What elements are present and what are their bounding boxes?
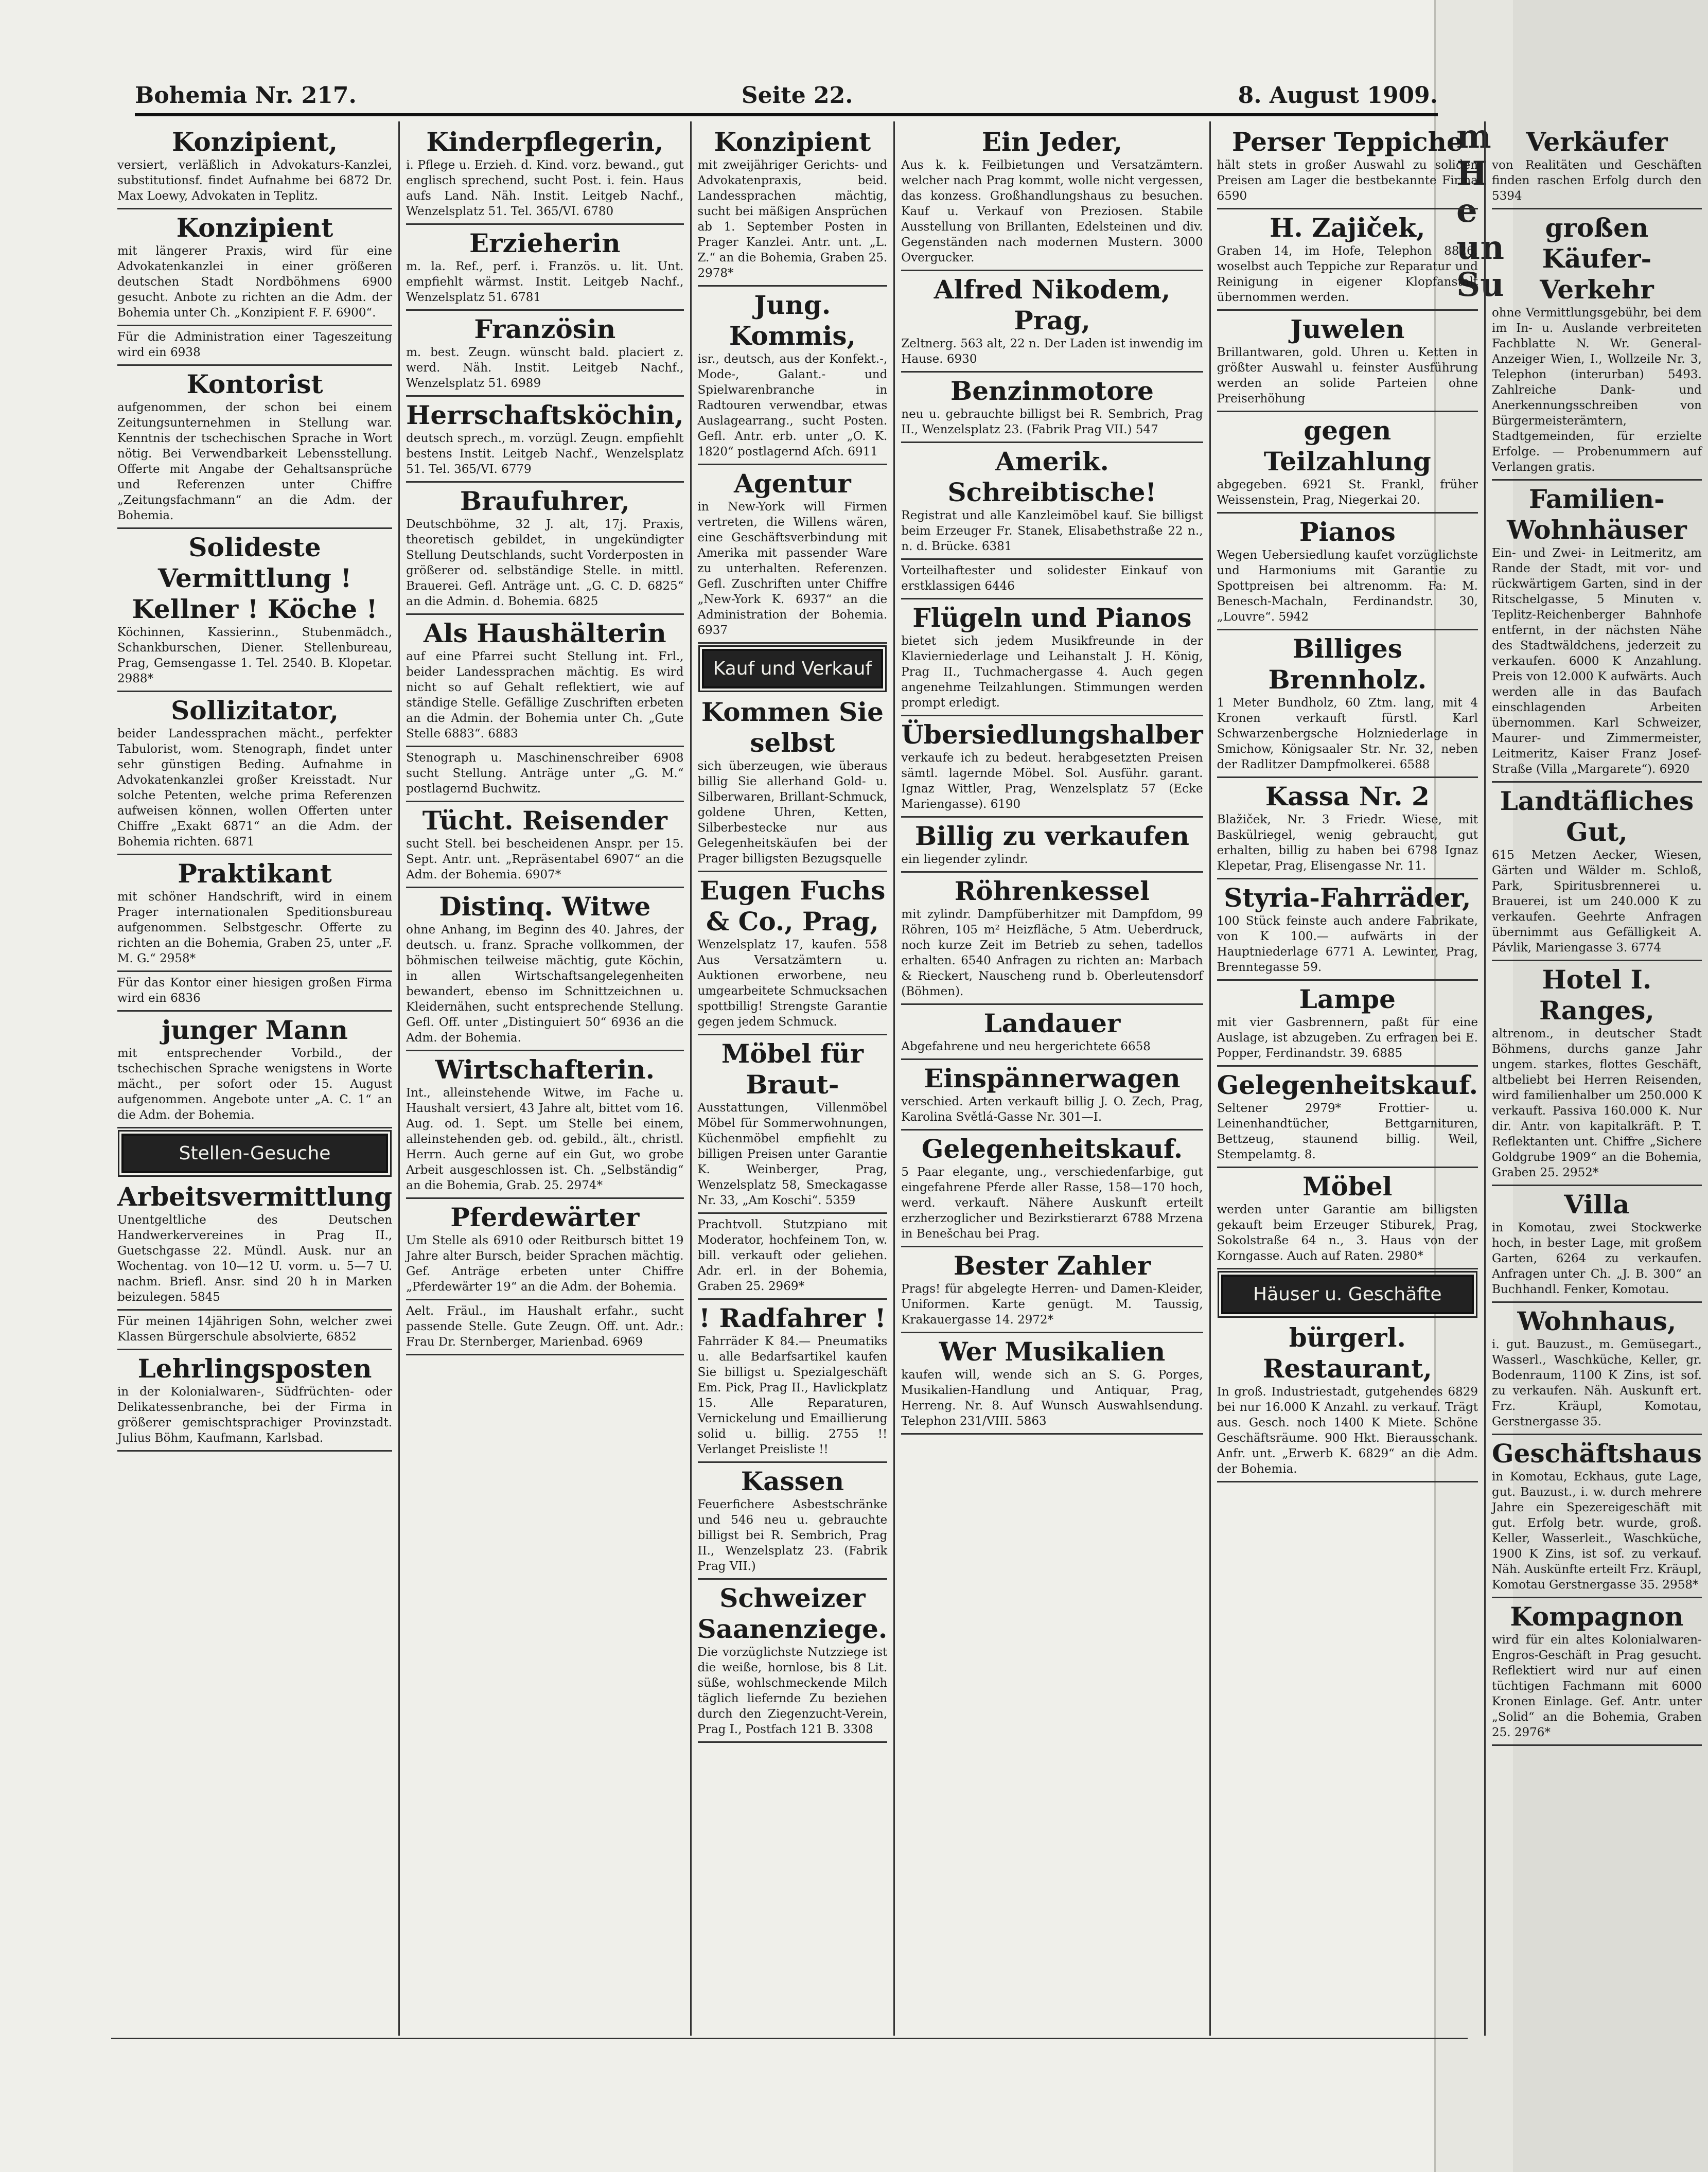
classified-ad [1492, 1303, 1702, 1435]
ad-headline: Juwelen [1290, 314, 1405, 344]
classified-ad [901, 560, 1203, 599]
ad-body: mit zweijähriger Gerichts- und Advokatenpraxis, beid. Landessprachen mächtig, sucht bei mäßigen Ansprüchen ab 1. September Posten in Prager Kanzlei. Antr. unt. „L. Z.“ an die Bohemia, Graben 25. 2978* [697, 158, 888, 280]
ad-body: abgegeben. 6921 St. Frankl, früher Weissenstein, Prag, Niegerkai 20. [1217, 478, 1478, 507]
ad-headline: Möbel [1302, 1171, 1393, 1202]
ad-body: Graben 14, im Hofe, Telephon 8826, woselbst auch Teppiche zur Reparatur und Reinigung in eigener Klopfanstalt übernommen werden. [1217, 244, 1478, 304]
classified-ad [698, 1035, 888, 1214]
classified-ad [406, 1199, 683, 1300]
ad-body: in Komotau, Eckhaus, gute Lage, gut. Bauzust., i. w. durch mehrere Jahre ein Spezereigeschäft mit gut. Erfolg betr. wurde, groß. Keller, Wasserleit., Waschküche, 1900 K Zins, ist sof. zu verkauf. Näh. Auskünfte erteilt Frz. Kräupl, Komotau Gerstnergasse 35. 2958* [1491, 1470, 1702, 1592]
classified-ad [1492, 209, 1702, 481]
ad-body: beider Landessprachen mächt., perfekter Tabulorist, wom. Stenograph, findet unter sehr günstigen Beding. Aufnahme in Advokatenkanzlei großer Kreisstadt. Nur solche Petenten, welche prima Referenzen aufweisen können, wollen Offerten unter Chiffre „Exakt 6871“ an die Adm. der Bohemia richten. 6871 [117, 727, 393, 849]
ad-headline: Wer Musikalien [939, 1336, 1166, 1367]
ad-body: Wegen Uebersiedlung kaufet vorzüglichste und Harmoniums mit Garantie zu Spottpreisen bei altrenomm. Fa: M. Benesch-Machaln, Ferdinandstr. 30, „Louvre“. 5942 [1217, 549, 1478, 624]
classified-ad [406, 123, 683, 225]
classified-ad [1492, 1186, 1702, 1303]
ad-body: altrenom., in deutscher Stadt Böhmens, durchs ganze Jahr ungem. starkes, flottes Geschäft, altbeliebt bei Herren Reisenden, wird familienhalber um 250.000 K verkauft. Passiva 160.000 K. Nur dir. Antr. von kapitalkräft. P. T. Reflektanten unt. Chiffre „Sichere Goldgrube 1909“ an die Bohemia, Graben 25. 2952* [1491, 1027, 1702, 1179]
ad-headline: Geschäftshaus [1491, 1438, 1702, 1469]
ad-body: Seltener 2979* Frottier- u. Leinenhandtücher, Bettgarnituren, Bettzeug, staunend billig. Weil, Stempelamtg. 8. [1217, 1102, 1478, 1161]
classified-ad [1217, 1319, 1478, 1482]
adjacent-page-text: m He un Su [1456, 117, 1505, 304]
ad-headline: Familien-Wohnhäuser [1507, 484, 1687, 545]
ad-body: m. la. Ref., perf. i. Französ. u. lit. Unt. empfiehlt wärmst. Instit. Leitgeb Nachf., Wenzelsplatz 51. 6781 [406, 260, 684, 304]
classified-ad [1217, 412, 1478, 514]
ad-headline: H. Zajiček, [1270, 213, 1425, 243]
ad-body: Unentgeltliche des Deutschen Handwerkervereines in Prag II., Guetschgasse 22. Mündl. Ausk. nur an Wochentag. von 10—12 U. vorm. u. 5—7 U. nachm. Briefl. Ansr. sind 20 h in Marken beizulegen. 5845 [117, 1213, 393, 1304]
ad-headline: Praktikant [178, 858, 332, 889]
ad-body: auf eine Pfarrei sucht Stellung int. Frl., beider Landessprachen mächtig. Es wird nicht so auf Gehalt reflektiert, wie auf ständige Stelle. Gefällige Zuschriften erbeten an die Admin. der Bohemia unter Ch. „Gute Stelle 6883“. 6883 [406, 650, 684, 740]
classified-ad [901, 1005, 1203, 1060]
ad-headline: Pferdewärter [450, 1202, 640, 1232]
classified-ad [1217, 630, 1478, 778]
ad-body: ein liegender zylindr. [901, 853, 1028, 866]
ad-body: Köchinnen, Kassierinn., Stubenmädch., Schankburschen, Diener. Stellenbureau, Prag, Gemsengasse 1. Tel. 2540. B. Klopetar. 2988* [117, 626, 393, 685]
ad-headline: Erzieherin [469, 228, 621, 258]
ad-body: in Komotau, zwei Stockwerke hoch, in bester Lage, mit großem Garten, 6264 zu verkaufen. Anfragen unter Ch. „J. B. 300“ an Buchhandl. Fenker, Komotau. [1491, 1221, 1702, 1296]
ad-body: Aelt. Fräul., im Haushalt erfahr., sucht passende Stelle. Gute Zeugn. Off. unt. Adr.: Frau Dr. Sternberger, Marienbad. 6969 [406, 1304, 684, 1349]
classified-ad [117, 123, 392, 209]
ad-headline: Kompagnon [1510, 1601, 1684, 1632]
ad-body: sich überzeugen, wie überaus billig Sie allerhand Gold- u. Silberwaren, Brillant-Schmuck, goldene Uhren, Ketten, Silberbestecke nur aus Gelegenheitskäufen bei der Prager billigsten Bezugsquelle [697, 760, 888, 866]
ad-body: Brillantwaren, gold. Uhren u. Ketten in größter Auswahl u. feinster Ausführung werden an solide Parteien ohne Preiserhöhung [1217, 346, 1478, 405]
ad-body: hält stets in großer Auswahl zu soliden Preisen am Lager die bestbekannte Firma 6590 [1217, 158, 1478, 203]
ad-headline: Kassen [741, 1466, 844, 1496]
ad-body: in der Kolonialwaren-, Südfrüchten- oder Delikatessenbranche, bei der Firma in größerer gemischtsprachiger Provinzstadt. Julius Böhm, Kaufmann, Karlsbad. [117, 1385, 393, 1445]
classified-ad [1217, 981, 1478, 1067]
ad-headline: bürgerl. Restaurant, [1262, 1322, 1432, 1384]
classified-ad [1217, 209, 1478, 311]
classified-ad [117, 209, 392, 326]
classified-ad [406, 397, 683, 483]
ad-body: von Realitäten und Geschäften finden raschen Erfolg durch den 5394 [1491, 158, 1702, 203]
ad-headline: junger Mann [162, 1015, 348, 1045]
ad-headline: Möbel für Braut- [721, 1038, 864, 1100]
classified-ad [901, 373, 1203, 443]
classified-ad [1492, 123, 1702, 209]
ad-body: Die vorzüglichste Nutzziege ist die weiße, hornlose, bis 8 Lit. süße, wohlschmeckende Milch täglich liefernde Zu beziehen durch den Ziegenzucht-Verein, Prag I., Postfach 121 B. 3308 [697, 1646, 888, 1736]
classified-ad [406, 802, 683, 888]
classified-ad [901, 123, 1203, 271]
classified-ad [901, 1247, 1203, 1333]
classified-ad [901, 1131, 1203, 1247]
section-banner: Kauf und Verkauf [702, 649, 884, 688]
ad-body: mit entsprechender Vorbild., der tschechischen Sprache wenigstens in Worte mächt., per sofort oder 15. August aufgenommen. Angebote unter „A. C. 1“ an die Adm. der Bohemia. [117, 1047, 393, 1122]
ad-body: Stenograph u. Maschinenschreiber 6908 sucht Stellung. Anträge unter „G. M.“ postlagernd Buchwitz. [406, 751, 684, 796]
ad-headline: gegen Teilzahlung [1263, 415, 1431, 476]
ad-body: Fahrräder K 84.— Pneumatiks u. alle Bedarfsartikel kaufen Sie billigst u. Spezialgeschäft Em. Pick, Prag II., Havlickplatz 15. Alle Reparaturen, Vernickelung und Emaillierung solid u. billig. 2755 !! Verlanget Preisliste !! [697, 1335, 888, 1456]
classified-ad [117, 366, 392, 529]
section-banner: Häuser u. Geschäfte [1221, 1275, 1474, 1314]
ad-body: neu u. gebrauchte billigst bei R. Sembrich, Prag II., Wenzelsplatz 23. (Fabrik Prag VII.) 547 [901, 408, 1203, 436]
ad-body: Für das Kontor einer hiesigen großen Firma wird ein 6836 [117, 976, 393, 1005]
classified-ad [901, 716, 1203, 818]
section-banner: Stellen-Gesuche [121, 1134, 388, 1173]
column-5 [1209, 121, 1484, 2036]
classified-ad [698, 1463, 888, 1580]
column-3 [690, 121, 894, 2036]
ad-headline: Ein Jeder, [981, 127, 1123, 157]
ad-body: wird für ein altes Kolonialwaren-Engros-Geschäft in Prag gesucht. Reflektiert wird nur auf einen tüchtigen Fachmann mit 6000 Kronen Einlage. Gef. Antr. unter „Solid“ an die Bohemia, Graben 25. 2976* [1491, 1633, 1702, 1739]
classified-ad [901, 271, 1203, 373]
ad-body: in New-York will Firmen vertreten, die Willens wären, eine Geschäftsverbindung mit Amerika mit passender Ware zu unterhalten. Referenzen. Gefl. Zuschriften unter Chiffre „New-York K. 6937“ an die Administration der Bohemia. 6937 [697, 500, 888, 637]
ad-headline: Einspännerwagen [924, 1063, 1181, 1093]
ad-body: verschied. Arten verkauft billig J. O. Zech, Prag, Karolina Světlá-Gasse Nr. 301—I. [901, 1095, 1203, 1124]
classified-ad [1217, 879, 1478, 981]
ad-headline: Benzinmotore [950, 376, 1154, 406]
ad-body: Zeltnerg. 563 alt, 22 n. Der Laden ist inwendig im Hause. 6930 [901, 337, 1203, 366]
ad-headline: Villa [1564, 1189, 1630, 1220]
ad-headline: Konzipient [176, 213, 333, 243]
page-header [135, 77, 1438, 116]
ad-headline: Alfred Nikodem, Prag, [934, 274, 1171, 335]
ad-headline: Gelegenheitskauf. [1217, 1070, 1478, 1100]
column-6 [1484, 121, 1708, 2036]
ad-body: sucht Stell. bei bescheidenen Anspr. per 15. Sept. Antr. unt. „Repräsentabel 6907“ an die Adm. der Bohemia. 6907* [406, 837, 684, 881]
ad-headline: Französin [474, 314, 616, 344]
ad-headline: Konzipient [714, 127, 871, 157]
classified-ad [406, 1300, 683, 1355]
classified-ad [698, 1214, 888, 1300]
classified-ad [1217, 123, 1478, 209]
classified-ad [1492, 783, 1702, 961]
classified-ad [698, 1300, 888, 1463]
ad-headline: Lehrlingsposten [137, 1353, 372, 1384]
ad-body: 615 Metzen Aecker, Wiesen, Gärten und Wälder m. Schloß, Park, Spiritusbrennerei u. Brauerei, ist um 240.000 K zu verkaufen. Geehrte Anfragen übernimmt aus Gefälligkeit A. Pávlik, Mariengasse 3. 6774 [1491, 849, 1702, 955]
issue-number: Bohemia Nr. 217. [135, 82, 357, 109]
ad-headline: Agentur [734, 468, 851, 499]
classified-ad [901, 1060, 1203, 1131]
ad-headline: Billiges Brennholz. [1268, 633, 1427, 695]
ad-body: kaufen will, wende sich an S. G. Porges, Musikalien-Handlung und Antiquar, Prag, Herreng. Nr. 8. Auf Wunsch Auswahlsendung. Telephon 231/VIII. 5863 [901, 1368, 1203, 1428]
ad-headline: Eugen Fuchs & Co., Prag, [699, 875, 886, 937]
ad-body: werden unter Garantie am billigsten gekauft beim Erzeuger Stiburek, Prag, Sokolstraße 64 n., 3. Haus von der Korngasse. Auch auf Raten. 2980* [1217, 1203, 1478, 1263]
classified-ad [406, 225, 683, 311]
ad-headline: Verkäufer [1526, 127, 1668, 157]
ad-body: Für meinen 14jährigen Sohn, welcher zwei Klassen Bürgerschule absolvierte, 6852 [117, 1315, 393, 1344]
ad-headline: Herrschaftsköchin, [406, 400, 684, 430]
ad-body: i. gut. Bauzust., m. Gemüsegart., Wasserl., Waschküche, Keller, gr. Bodenraum, 1100 K Zins, ist sof. zu verkaufen. Näh. Auskunft ert. Frz. Kräupl, Komotau, Gerstnergasse 35. [1491, 1338, 1702, 1428]
ad-headline: Kassa Nr. 2 [1265, 781, 1430, 811]
ad-body: Registrat und alle Kanzleimöbel kauf. Sie billigst beim Erzeuger Fr. Stanek, Elisabethstraße 22 n., n. d. Brücke. 6381 [901, 509, 1203, 553]
page-number: Seite 22. [741, 82, 853, 109]
ad-headline: ! Radfahrer ! [699, 1303, 886, 1333]
ad-headline: großen Käufer-Verkehr [1540, 213, 1654, 305]
classified-ad [117, 1012, 392, 1128]
ad-body: mit zylindr. Dampfüberhitzer mit Dampfdom, 99 Röhren, 105 m² Heizfläche, 5 Atm. Ueberdruck, noch kurze Zeit im Betrieb zu sehen, tadellos erhalten. 6540 Anfragen zu richten an: Marbach & Rieckert, Nauscheng rund b. Oberleutensdorf (Böhmen). [901, 908, 1203, 998]
issue-date: 8. August 1909. [1238, 82, 1438, 109]
ad-body: bietet sich jedem Musikfreunde in der Klavierniederlage und Leihanstalt J. H. König, Prag II., Tuchmachergasse 4. Auch gegen angenehme Teilzahlungen. Stimmungen werden prompt erledigt. [901, 634, 1203, 710]
ad-body: 1 Meter Bundholz, 60 Ztm. lang, mit 4 Kronen verkauft fürstl. Karl Schwarzenbergsche Holzniederlage in Smichow, Königsaaler Str. Nr. 32, neben der Radlitzer Dampfmolkerei. 6588 [1217, 696, 1478, 771]
classified-ad [901, 599, 1203, 716]
classified-ad [698, 287, 888, 465]
classified-ad [117, 855, 392, 972]
classified-ad [117, 529, 392, 692]
ad-headline: Arbeitsvermittlung [117, 1181, 393, 1212]
ad-body: Deutschböhme, 32 J. alt, 17j. Praxis, theoretisch gebildet, in ungekündigter Stellung Deutschlands, sucht Vorderposten in größerer od. selbständige Stelle. in mittl. Brauerei. Gefl. Anträge unt. „G. C. D. 6825“ an die Admin. d. Bohemia. 6825 [406, 518, 684, 608]
ad-body: Um Stelle als 6910 oder Reitbursch bittet 19 Jahre alter Bursch, beider Sprachen mächtig. Gef. Anträge erbeten unter Chiffre „Pferdewärter 19“ an die Adm. der Bohemia. [406, 1234, 684, 1294]
classified-ad [1217, 1168, 1478, 1269]
column-2 [398, 121, 690, 2036]
classified-ad [406, 1051, 683, 1199]
ad-headline: Wirtschafterin. [435, 1054, 655, 1085]
classified-ad [1217, 1067, 1478, 1168]
ad-headline: Kontorist [186, 369, 323, 399]
classified-ad [1217, 778, 1478, 879]
ad-body: 5 Paar elegante, ung., verschiedenfarbige, gut eingefahrene Pferde aller Rasse, 158—170 hoch, werd. verkauft. Nähere Auskunft erteilt erzherzoglicher und Bezirkstierarzt 6788 Mrzena in Benešchau bei Prag. [901, 1166, 1203, 1241]
ad-headline: Bester Zahler [953, 1250, 1151, 1281]
ad-body: Ein- und Zwei- in Leitmeritz, am Rande der Stadt, mit vor- und rückwärtigem Garten, sind in der Ritschelgasse, 5 Minuten v. Teplitz-Reichenberger Bahnhofe entfernt, in der nächsten Nähe des Stadtwäldchens, jederzeit zu verkaufen. 6000 K Anzahlung. Preis von 12.000 K aufwärts. Auch werden alle in das Baufach einschlagenden Arbeiten übernommen. Karl Schweizer, Maurer- und Zimmermeister, Leitmeritz, Kaiser Franz Josef-Straße (Villa „Margarete“). 6920 [1491, 546, 1702, 776]
classified-ad [1492, 1435, 1702, 1598]
classified-ad [406, 311, 683, 397]
ad-headline: Flügeln und Pianos [912, 603, 1192, 633]
ad-body: Ausstattungen, Villenmöbel Möbel für Sommerwohnungen, Küchenmöbel empfiehlt zu billigen Preisen unter Garantie K. Weinberger, Prag, Wenzelsplatz 58, Smeckagasse Nr. 33, „Am Koschi“. 5359 [697, 1101, 888, 1207]
classified-ad [1217, 514, 1478, 630]
ad-body: aufgenommen, der schon bei einem Zeitungsunternehmen in Stellung war. Kenntnis der tschechischen Sprache in Wort nötig. Bei Verwendbarkeit Lebensstellung. Offerte mit Angabe der Gehaltsansprüche und Referenzen unter Chiffre „Zeitungsfachmann“ an die Adm. der Bohemia. [117, 401, 393, 522]
classified-ad [698, 694, 888, 872]
ad-headline: Landtäfliches Gut, [1500, 786, 1694, 847]
ad-headline: Hotel I. Ranges, [1539, 964, 1654, 1026]
classified-ad [117, 326, 392, 366]
ad-headline: Übersiedlungshalber [901, 719, 1203, 750]
ad-body: verkaufe ich zu bedeut. herabgesetzten Preisen sämtl. lagernde Möbel. Sol. Ausführ. garant. Ignaz Wittler, Prag, Wenzelsplatz 57 (Ecke Mariengasse). 6190 [901, 751, 1203, 811]
ad-body: Aus k. k. Feilbietungen und Versatzämtern. welcher nach Prag kommt, wolle nicht vergessen, das konzess. Großhandlungshaus zu besuchen. Kauf u. Verkauf von Preziosen. Stabile Ausstellung von Brillanten, Edelsteinen und div. Gegenständen nach modernen Mustern. 3000 Overgucker. [901, 158, 1203, 264]
ad-headline: Pianos [1299, 517, 1396, 547]
ad-headline: Sollizitator, [171, 695, 339, 726]
ad-body: 100 Stück feinste auch andere Fabrikate, von K 100.— aufwärts in der Hauptniederlage 6771 A. Lewinter, Prag, Brenntegasse 59. [1217, 914, 1478, 974]
ad-body: In groß. Industriestadt, gutgehendes 6829 bei nur 16.000 K Anzahl. zu verkauf. Trägt aus. Gesch. noch 1400 K Miete. Schöne Geschäftsräume. 900 Hkt. Bierausschank. Anfr. unt. „Erwerb K. 6829“ an die Adm. der Bohemia. [1217, 1385, 1478, 1476]
classified-ad [698, 1580, 888, 1743]
classified-ad [1217, 311, 1478, 412]
classified-ad [901, 818, 1203, 873]
ad-body: Abgefahrene und neu hergerichtete 6658 [901, 1040, 1151, 1053]
ad-body: mit schöner Handschrift, wird in einem Prager internationalen Speditionsbureau aufgenommen. Selbstgeschr. Offerte zu richten an die Bohemia, Graben 25, unter „F. M. G.“ 2958* [117, 890, 393, 965]
classified-ad [698, 872, 888, 1035]
bottom-rule [111, 2038, 1468, 2039]
ad-headline: Gelegenheitskauf. [921, 1134, 1183, 1164]
classified-ad [901, 873, 1203, 1005]
ad-headline: Distinq. Witwe [439, 891, 651, 922]
classified-ad [117, 1311, 392, 1350]
ad-body: versiert, verläßlich in Advokaturs-Kanzlei, substitutionsf. findet Aufnahme bei 6872 Dr. Max Loewy, Advokaten in Teplitz. [117, 158, 393, 203]
ad-headline: Jung. Kommis, [729, 290, 856, 351]
classified-ad [406, 483, 683, 615]
classified-ad [901, 443, 1203, 560]
classified-ad [406, 747, 683, 802]
ad-body: Vorteilhaftester und solidester Einkauf von erstklassigen 6446 [901, 564, 1203, 593]
classified-ad [406, 888, 683, 1051]
ad-headline: Kinderpflegerin, [426, 127, 664, 157]
ad-headline: Styria-Fahrräder, [1224, 882, 1471, 913]
ad-headline: Amerik. Schreibtische! [947, 446, 1157, 507]
classified-ad [1492, 961, 1702, 1186]
column-1 [111, 121, 398, 2036]
ad-headline: Röhrenkessel [954, 876, 1150, 906]
ad-body: mit längerer Praxis, wird für eine Advokatenkanzlei in einer größeren deutschen Stadt Nordböhmens 6900 gesucht. Anbote zu richten an die Adm. der Bohemia unter Ch. „Konzipient F. F. 6900“. [117, 244, 393, 320]
ad-body: Blažiček, Nr. 3 Friedr. Wiese, mit Baskülriegel, wenig gebraucht, gut erhalten, billig zu haben bei 6798 Ignaz Klepetar, Prag, Elisengasse Nr. 11. [1217, 813, 1478, 873]
classified-ad [117, 1178, 392, 1311]
ad-headline: Schweizer Saanenziege. [697, 1583, 888, 1644]
ad-body: Prags! für abgelegte Herren- und Damen-Kleider, Uniformen. Karte genügt. M. Taussig, Krakauergasse 14. 2972* [901, 1282, 1203, 1327]
ad-headline: Tücht. Reisender [422, 805, 667, 836]
ad-body: isr., deutsch, aus der Konfekt.-, Mode-, Galant.- und Spielwarenbranche in Radtouren verwendbar, etwas Auslagearrang., sucht Posten. Gefl. Antr. erb. unter „O. K. 1820“ postlagernd Aſch. 6911 [697, 352, 888, 458]
classified-ad [1492, 481, 1702, 783]
ad-body: m. best. Zeugn. wünscht bald. placiert z. werd. Näh. Instit. Leitgeb Nachf., Wenzelsplatz 51. 6989 [406, 346, 684, 390]
classified-ad [117, 1350, 392, 1452]
ad-headline: Braufuhrer, [460, 486, 630, 516]
ad-headline: Solideste Vermittlung ! Kellner ! Köche ! [132, 532, 378, 624]
column-4 [893, 121, 1209, 2036]
ad-headline: Billig zu verkaufen [914, 821, 1189, 851]
ad-headline: Wohnhaus, [1517, 1306, 1677, 1336]
ad-body: Für die Administration einer Tageszeitung wird ein 6938 [117, 330, 393, 359]
ad-body: Feuerfichere Asbestschränke und 546 neu u. gebrauchte billigst bei R. Sembrich, Prag II., Wenzelsplatz 23. (Fabrik Prag VII.) [697, 1498, 888, 1573]
ad-headline: Konzipient, [172, 127, 338, 157]
classified-ad [1492, 1598, 1702, 1746]
ad-body: Prachtvoll. Stutzpiano mit Moderator, hochfeinem Ton, w. bill. verkauft oder geliehen. Adr. erl. in der Bohemia, Graben 25. 2969* [697, 1218, 888, 1293]
classified-ad [698, 123, 888, 287]
ad-body: ohne Vermittlungsgebühr, bei dem im In- u. Auslande verbreiteten Fachblatte N. Wr. General-Anzeiger Wien, I., Wollzeile Nr. 3, Telephon (interurban) 5493. Zahlreiche Dank- und Anerkennungsschreiben von Bürgermeisterämtern, Stadtgemeinden, für erzielte Erfolge. — Probenummern auf Verlangen gratis. [1491, 306, 1702, 474]
classified-ad [901, 1333, 1203, 1435]
ad-headline: Perser Teppiche [1231, 127, 1463, 157]
ad-body: i. Pflege u. Erzieh. d. Kind. vorz. bewand., gut englisch sprechend, sucht Post. i. fein. Haus aufs Land. Näh. Instit. Leitgeb Nachf., Wenzelsplatz 51. Tel. 365/VI. 6780 [406, 158, 684, 218]
ad-headline: Kommen Sie selbst [701, 697, 884, 758]
ad-body: deutsch sprech., m. vorzügl. Zeugn. empfiehlt bestens Instit. Leitgeb Nachf., Wenzelsplatz 51. Tel. 365/VI. 6779 [406, 432, 684, 476]
ad-headline: Landauer [983, 1008, 1121, 1038]
classified-ad [117, 692, 392, 855]
ad-body: mit vier Gasbrennern, paßt für eine Auslage, ist abzugeben. Zu erfragen bei E. Popper, Ferdinandstr. 39. 6885 [1217, 1016, 1478, 1060]
ad-body: ohne Anhang, im Beginn des 40. Jahres, der deutsch. u. franz. Sprache vollkommen, der böhmischen teilweise mächtig, gute Köchin, in allen Wirtschaftsangelegenheiten bewandert, ebenso im Schnittzeichnen u. Kleidernähen, sucht entsprechende Stellung. Gefl. Off. unter „Distinguiert 50“ 6936 an die Adm. der Bohemia. [406, 923, 684, 1045]
ad-body: Int., alleinstehende Witwe, im Fache u. Haushalt versiert, 43 Jahre alt, bittet vom 16. Aug. od. 1. Sept. um Stelle bei einem, alleinstehenden geb. od. gebild., ält., christl. Herrn. Auch gerne auf ein Gut, wo grobe Arbeit ausgeschlossen ist. Ch. „Selbständig“ an die Bohemia, Grab. 25. 2974* [406, 1086, 684, 1192]
classified-ad [117, 972, 392, 1012]
ad-headline: Als Haushälterin [423, 618, 666, 648]
ad-body: Wenzelsplatz 17, kaufen. 558 Aus Versatzämtern u. Auktionen erworbene, neu umgearbeitete Schmucksachen spottbillig! Strengste Garantie gegen jedem Schmuck. [697, 938, 888, 1029]
ad-headline: Lampe [1299, 984, 1396, 1014]
classified-ad [406, 615, 683, 747]
classified-ad [698, 465, 888, 644]
